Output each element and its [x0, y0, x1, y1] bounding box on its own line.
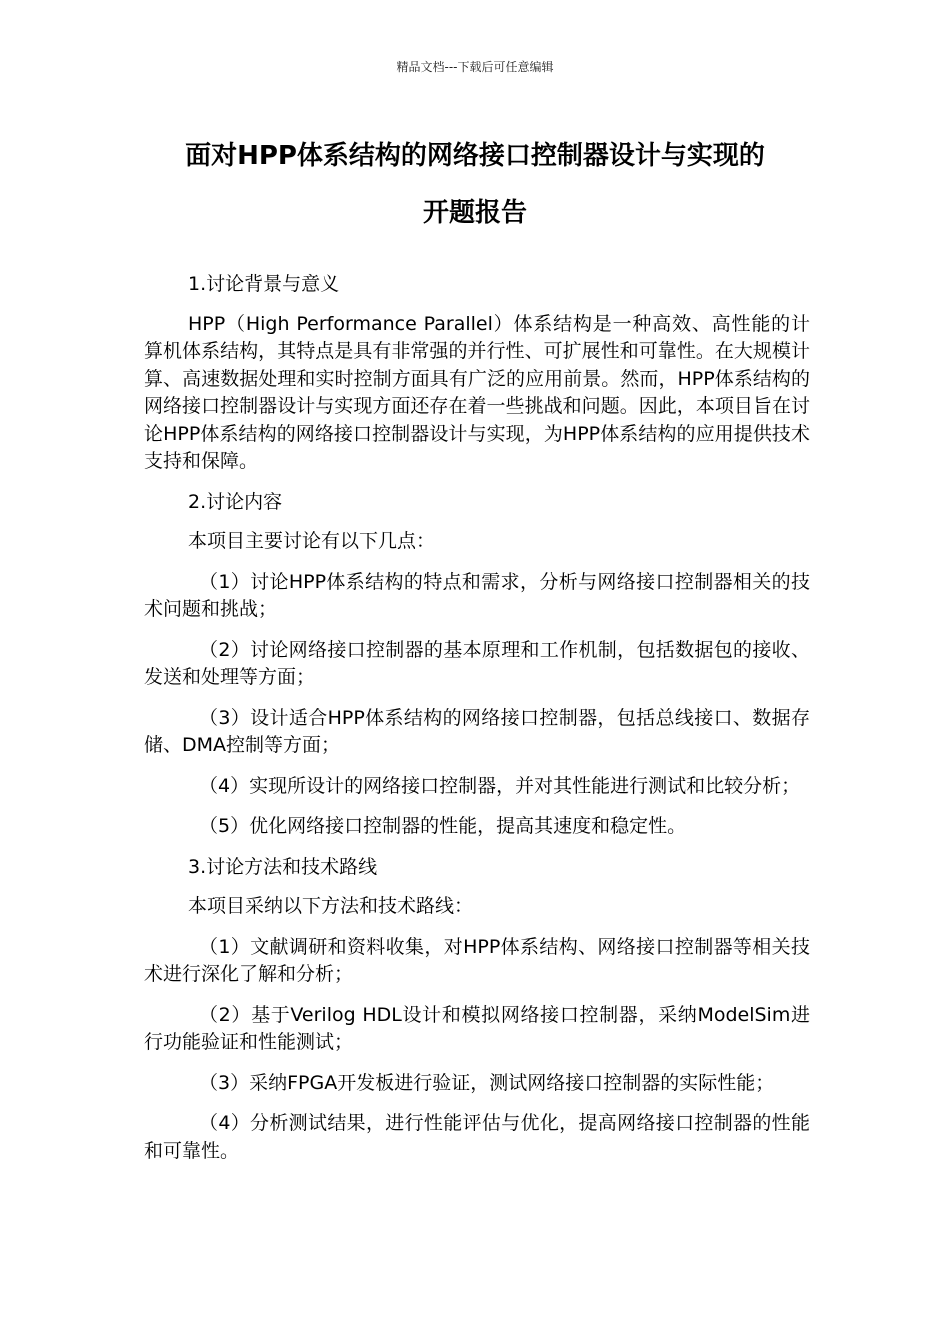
list-item-methods-1: （1）文献调研和资料收集，对HPP体系结构、网络接口控制器等相关技术进行深化了解和分析；	[144, 935, 810, 985]
section-heading-methods: 3.讨论方法和技术路线	[188, 855, 378, 878]
paragraph-content-intro: 本项目主要讨论有以下几点：	[188, 530, 436, 552]
list-item-methods-2: （2）基于Verilog HDL设计和模拟网络接口控制器，采纳ModelSim进行功能验证和性能测试；	[144, 1003, 810, 1053]
paragraph-background: HPP（High Performance Parallel）体系结构是一种高效、高性能的计算机体系结构，其特点是具有非常强的并行性、可扩展性和可靠性。在大规模计算、高速数据处理和实时控制方面具有广泛的应用前景。然而，HPP体系结构的网络接口控制器设计与实现方面还存在着一些挑战和问题。因此，本项目旨在讨论HPP体系结构的网络接口控制器设计与实现，为HPP体系结构的应用提供技术支持和保障。	[144, 312, 810, 472]
list-item-methods-3: （3）采纳FPGA开发板进行验证，测试网络接口控制器的实际性能；	[199, 1071, 775, 1094]
list-item-methods-4: （4）分析测试结果，进行性能评估与优化，提高网络接口控制器的性能和可靠性。	[144, 1112, 810, 1162]
section-heading-content: 2.讨论内容	[188, 490, 283, 513]
list-item-content-1: （1）讨论HPP体系结构的特点和需求，分析与网络接口控制器相关的技术问题和挑战；	[144, 570, 810, 620]
document-body	[144, 271, 810, 1178]
page-header-watermark: 精品文档---下载后可任意编辑	[396, 60, 554, 74]
document-title-line-1: 面对HPP体系结构的网络接口控制器设计与实现的	[185, 141, 765, 171]
paragraph-methods-intro: 本项目采纳以下方法和技术路线：	[188, 895, 474, 917]
list-item-content-2: （2）讨论网络接口控制器的基本原理和工作机制，包括数据包的接收、发送和处理等方面；	[144, 638, 810, 688]
document-title-line-2: 开题报告	[422, 198, 527, 228]
list-item-content-5: （5）优化网络接口控制器的性能，提高其速度和稳定性。	[199, 815, 687, 837]
list-item-content-3: （3）设计适合HPP体系结构的网络接口控制器，包括总线接口、数据存储、DMA控制等方面；	[144, 706, 810, 756]
section-heading-background: 1.讨论背景与意义	[188, 273, 340, 295]
document-title	[130, 128, 820, 242]
list-item-content-4: （4）实现所设计的网络接口控制器，并对其性能进行测试和比较分析；	[199, 774, 801, 797]
